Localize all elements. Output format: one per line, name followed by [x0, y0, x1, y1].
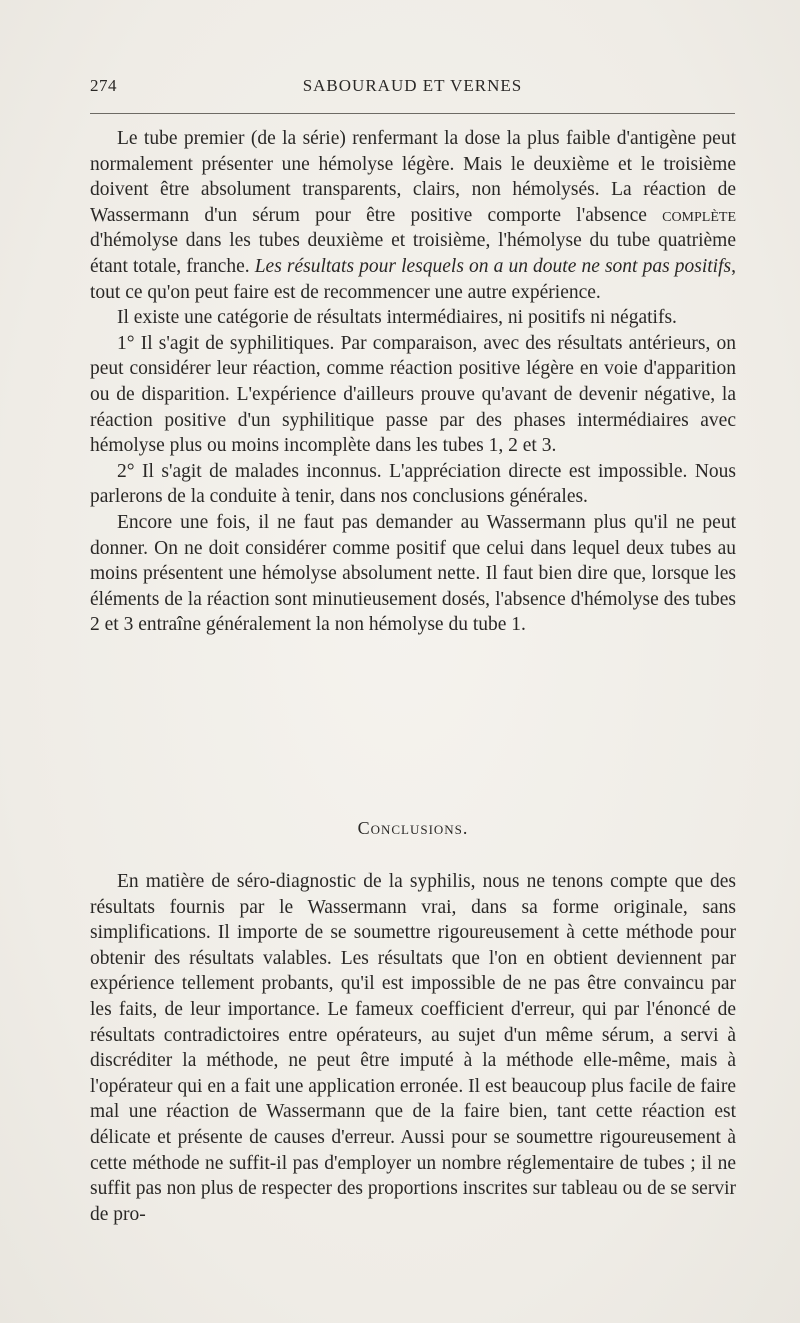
- paragraph: 1° Il s'agit de syphilitiques. Par comparaison, avec des résultats antérieurs, on peut considérer leur réaction, comme réaction positive légère en voie d'apparition ou de disparition. L'expérience d'ailleurs prouve qu'avant de devenir négative, la réaction positive d'un syphilitique passe par des phases intermédiaires avec hémolyse plus ou moins incomplète dans les tubes 1, 2 et 3.: [90, 332, 736, 457]
- paragraph-text: , tout ce qu'on peut faire est de recommencer une autre expérience.: [90, 255, 736, 303]
- header-rule: [90, 113, 735, 114]
- running-head: SABOURAUD ET VERNES: [302, 76, 523, 95]
- paragraph-text: Le tube premier (de la série) renfermant la dose la plus faible d'antigène peut normalement présenter une hémolyse légère. Mais le deuxième et le troisième doivent être absolument transparents, clairs, non hémolysés. La réaction de Wassermann d'un sérum pour être positive comporte l'absence: [90, 128, 736, 226]
- paragraph: [90, 126, 736, 305]
- paragraph: 2° Il s'agit de malades inconnus. L'appréciation directe est impossible. Nous parlerons de la conduite à tenir, dans nos conclusions générales.: [90, 460, 736, 508]
- italic-phrase: Les résultats pour lesquels on a un doute ne sont pas positifs: [254, 255, 732, 277]
- section-title: Conclusions.: [357, 818, 469, 838]
- page-header: [90, 76, 735, 100]
- text-block-before-conclusions: [90, 126, 736, 638]
- paragraph: Il existe une catégorie de résultats intermédiaires, ni positifs ni négatifs.: [117, 307, 677, 329]
- paragraph: En matière de séro-diagnostic de la syphilis, nous ne tenons compte que des résultats fournis par le Wassermann vrai, dans sa forme originale, sans simplifications. Il importe de se soumettre rigoureusement à cette méthode pour obtenir des résultats valables. Les résultats que l'on en obtient deviennent par expérience tellement probants, qu'il est impossible de ne pas être convaincu par les faits, de leur importance. Le fameux coefficient d'erreur, qui par l'énoncé de résultats contradictoires entre opérateurs, au sujet d'un même sérum, a servi à discréditer la méthode, ne peut être imputé à la méthode elle-même, mais à l'opérateur qui en a fait une application erronée. Il est beaucoup plus facile de faire mal une réaction de Wassermann que de la faire bien, tant cette réaction est délicate et présente de causes d'erreur. Aussi pour se soumettre rigoureusement à cette méthode ne suffit-il pas d'employer un nombre réglementaire de tubes ; il ne suffit pas non plus de respecter des proportions inscrites sur tableau ou de se servir de pro-: [90, 871, 736, 1225]
- paragraph: Encore une fois, il ne faut pas demander au Wassermann plus qu'il ne peut donner. On ne doit considérer comme positif que celui dans lequel deux tubes au moins présentent une hémolyse absolument nette. Il faut bien dire que, lorsque les éléments de la réaction sont minutieusement dosés, l'absence d'hémolyse des tubes 2 et 3 entraîne généralement la non hémolyse du tube 1.: [90, 511, 736, 636]
- paragraph-text: d'hémolyse dans les tubes deuxième et troisième, l'hémolyse du tube quatrième étant totale, franche.: [90, 230, 736, 277]
- text-block-conclusions: [90, 869, 736, 1227]
- page-number: 274: [90, 76, 117, 95]
- smallcaps-word: complète: [662, 204, 736, 226]
